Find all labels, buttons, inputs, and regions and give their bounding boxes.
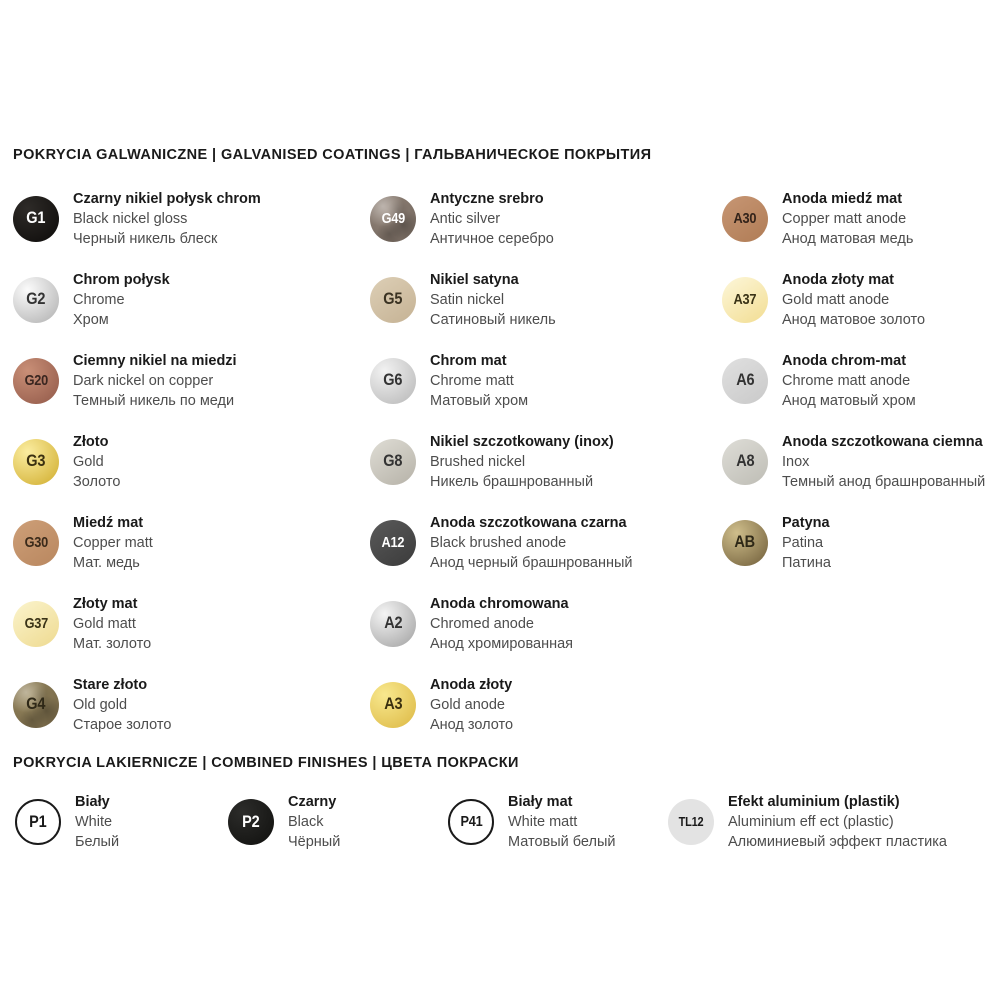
finish-labels <box>75 792 119 852</box>
swatch-g1 <box>13 178 261 259</box>
swatch-a12 <box>370 502 633 583</box>
swatch-p1 <box>15 786 119 858</box>
finish-labels <box>430 675 513 735</box>
finish-name-ru: Анод черный брашнрованный <box>430 554 633 571</box>
finish-name-pl: Stare złoto <box>73 676 148 693</box>
finish-code: A12 <box>381 534 405 551</box>
galvanic-column-3 <box>722 178 985 583</box>
finish-name-ru: Темный никель по меди <box>73 392 235 409</box>
finish-name-en: Gold <box>73 453 104 470</box>
finish-name-ru: Мат. медь <box>73 554 140 571</box>
swatch-g37 <box>13 583 261 664</box>
finish-code: G20 <box>24 372 48 389</box>
finish-name-en: Gold matt <box>73 615 136 632</box>
finish-code: G8 <box>383 452 403 470</box>
finish-code: TL12 <box>678 815 704 829</box>
finish-name-pl: Czarny <box>288 794 337 810</box>
color-swatch-circle <box>370 439 416 485</box>
swatch-a30 <box>722 178 985 259</box>
finish-labels <box>73 189 261 249</box>
finish-code: G4 <box>26 695 46 713</box>
color-swatch-circle <box>722 358 768 404</box>
color-swatch-circle <box>13 277 59 323</box>
finish-name-ru: Анод матовый хром <box>782 392 916 409</box>
finish-name-pl: Anoda złoty mat <box>782 271 894 288</box>
swatch-g20 <box>13 340 261 421</box>
color-swatch-circle <box>370 277 416 323</box>
finish-labels <box>73 594 151 654</box>
finish-name-ru: Анод матовое золото <box>782 311 926 328</box>
finish-labels <box>288 792 340 852</box>
finish-labels <box>430 594 573 654</box>
finish-code: G1 <box>26 209 46 227</box>
finish-name-ru: Анод золото <box>430 716 514 733</box>
finish-name-pl: Biały <box>75 794 110 810</box>
swatch-p41 <box>448 786 616 858</box>
swatch-g4 <box>13 664 261 745</box>
finish-name-pl: Efekt aluminium (plastik) <box>728 794 900 810</box>
color-swatch-circle <box>15 799 61 845</box>
finish-name-ru: Патина <box>782 554 831 571</box>
swatch-g8 <box>370 421 633 502</box>
finish-code: P2 <box>242 812 260 831</box>
finish-name-pl: Anoda miedź mat <box>782 190 903 207</box>
finish-name-pl: Biały mat <box>508 794 573 810</box>
swatch-a2 <box>370 583 633 664</box>
finish-name-en: Copper matt anode <box>782 210 907 227</box>
swatch-a3 <box>370 664 633 745</box>
finish-labels <box>782 513 831 573</box>
color-swatch-circle <box>722 520 768 566</box>
finish-name-ru: Матовый белый <box>508 834 616 850</box>
swatch-p2 <box>228 786 340 858</box>
color-swatch-circle <box>370 520 416 566</box>
finish-name-pl: Antyczne srebro <box>430 190 544 207</box>
color-swatch-circle <box>370 682 416 728</box>
finish-name-en: Black <box>288 814 324 830</box>
finish-code: G6 <box>383 371 403 389</box>
finish-code: P1 <box>29 812 47 831</box>
combined-finishes-row <box>13 786 1000 876</box>
swatch-tl12 <box>668 786 947 858</box>
color-swatch-circle <box>228 799 274 845</box>
finish-name-ru: Матовый хром <box>430 392 529 409</box>
finish-name-ru: Алюминиевый эффект пластика <box>728 834 947 850</box>
finish-name-ru: Античное серебро <box>430 230 554 247</box>
finish-code: A8 <box>735 452 755 470</box>
color-swatch-circle <box>722 277 768 323</box>
finish-name-ru: Анод хромированная <box>430 635 574 652</box>
finish-name-en: Chromed anode <box>430 615 534 632</box>
swatch-g6 <box>370 340 633 421</box>
finish-name-en: Chrome matt <box>430 372 514 389</box>
finish-name-en: Chrome <box>73 291 125 308</box>
color-swatch-circle <box>13 520 59 566</box>
finish-name-pl: Anoda chrom-mat <box>782 352 907 369</box>
finish-name-en: Gold matt anode <box>782 291 890 308</box>
finish-name-pl: Chrom połysk <box>73 271 170 288</box>
finish-labels <box>782 432 985 492</box>
finish-name-en: Patina <box>782 534 824 551</box>
finish-labels <box>782 351 916 411</box>
finish-name-pl: Nikiel satyna <box>430 271 519 288</box>
finish-name-pl: Anoda szczotkowana ciemna <box>782 433 983 450</box>
color-swatch-circle <box>13 601 59 647</box>
swatch-a37 <box>722 259 985 340</box>
color-swatch-circle <box>13 439 59 485</box>
finish-name-ru: Черный никель блеск <box>73 230 218 247</box>
finish-labels <box>73 270 170 330</box>
finish-name-ru: Анод матовая медь <box>782 230 914 247</box>
finish-labels <box>728 792 947 852</box>
finish-code: G2 <box>26 290 46 308</box>
finish-name-en: Old gold <box>73 696 128 713</box>
finish-name-ru: Чёрный <box>288 834 341 850</box>
finish-labels <box>508 792 616 852</box>
finish-labels <box>73 675 171 735</box>
finish-labels <box>430 351 528 411</box>
finish-code: G5 <box>383 290 403 308</box>
finish-name-pl: Nikiel szczotkowany (inox) <box>430 433 614 450</box>
galvanic-column-2 <box>370 178 633 745</box>
galvanic-column-1 <box>13 178 261 745</box>
finish-name-ru: Золото <box>73 473 121 490</box>
color-swatch-circle <box>370 358 416 404</box>
finish-name-en: Antic silver <box>430 210 501 227</box>
finish-name-pl: Złoto <box>73 433 109 450</box>
finish-name-en: Gold anode <box>430 696 505 713</box>
finish-name-pl: Anoda złoty <box>430 676 513 693</box>
swatch-g5 <box>370 259 633 340</box>
swatch-a8 <box>722 421 985 502</box>
section-title-galvanised-coatings: POKRYCIA GALWANICZNE | GALVANISED COATINGS | ГАЛЬВАНИЧЕСКОЕ ПОКРЫТИЯ <box>13 147 652 163</box>
finish-code: G30 <box>24 534 48 551</box>
color-swatch-circle <box>13 682 59 728</box>
color-swatch-circle <box>370 196 416 242</box>
color-swatch-circle <box>668 799 714 845</box>
section-title-combined-finishes: POKRYCIA LAKIERNICZE | COMBINED FINISHES | ЦВЕТА ПОКРАСКИ <box>13 755 519 771</box>
finish-labels <box>430 270 556 330</box>
finish-name-en: Dark nickel on copper <box>73 372 214 389</box>
finish-name-en: White matt <box>508 814 578 830</box>
finish-code: A2 <box>383 614 403 632</box>
swatch-g2 <box>13 259 261 340</box>
finish-name-ru: Мат. золото <box>73 635 152 652</box>
finish-labels <box>430 513 633 573</box>
finish-code: G37 <box>24 615 48 632</box>
finish-name-en: Black brushed anode <box>430 534 567 551</box>
finish-code: A3 <box>383 695 403 713</box>
finish-name-en: Brushed nickel <box>430 453 526 470</box>
finish-name-en: Aluminium eff ect (plastic) <box>728 814 894 830</box>
finish-name-pl: Anoda szczotkowana czarna <box>430 514 627 531</box>
finish-name-pl: Miedź mat <box>73 514 144 531</box>
color-swatch-circle <box>13 358 59 404</box>
finish-code: A37 <box>733 291 757 308</box>
finish-code: P41 <box>460 814 482 830</box>
finish-name-ru: Хром <box>73 311 109 328</box>
finish-name-en: Satin nickel <box>430 291 505 308</box>
finish-name-en: White <box>75 814 113 830</box>
finish-name-pl: Złoty mat <box>73 595 138 612</box>
finish-name-pl: Chrom mat <box>430 352 507 369</box>
finish-name-pl: Ciemny nikiel na miedzi <box>73 352 237 369</box>
finish-name-ru: Белый <box>75 834 120 850</box>
finish-name-en: Inox <box>782 453 810 470</box>
finish-code: G3 <box>26 452 46 470</box>
finish-labels <box>782 270 925 330</box>
finish-code: A6 <box>735 371 755 389</box>
finish-name-en: Copper matt <box>73 534 153 551</box>
finish-name-pl: Anoda chromowana <box>430 595 569 612</box>
finish-code: A30 <box>733 210 757 227</box>
finish-labels <box>73 513 153 573</box>
finish-name-pl: Czarny nikiel połysk chrom <box>73 190 261 207</box>
swatch-g30 <box>13 502 261 583</box>
swatch-ab <box>722 502 985 583</box>
finish-name-en: Chrome matt anode <box>782 372 911 389</box>
color-swatch-circle <box>13 196 59 242</box>
color-swatch-circle <box>448 799 494 845</box>
finish-labels <box>73 351 237 411</box>
swatch-g49 <box>370 178 633 259</box>
finish-code: AB <box>734 533 756 551</box>
finish-name-ru: Никель брашнрованный <box>430 473 594 490</box>
finish-labels <box>782 189 913 249</box>
finish-name-ru: Старое золото <box>73 716 172 733</box>
swatch-a6 <box>722 340 985 421</box>
finish-name-en: Black nickel gloss <box>73 210 188 227</box>
finish-labels <box>73 432 120 492</box>
finish-name-ru: Темный анод брашнрованный <box>782 473 986 490</box>
finish-labels <box>430 432 614 492</box>
color-swatch-circle <box>370 601 416 647</box>
finish-name-pl: Patyna <box>782 514 830 531</box>
color-swatch-circle <box>722 439 768 485</box>
finish-name-ru: Сатиновый никель <box>430 311 556 328</box>
swatch-g3 <box>13 421 261 502</box>
finish-code: G49 <box>381 210 405 227</box>
finish-labels <box>430 189 554 249</box>
color-swatch-circle <box>722 196 768 242</box>
